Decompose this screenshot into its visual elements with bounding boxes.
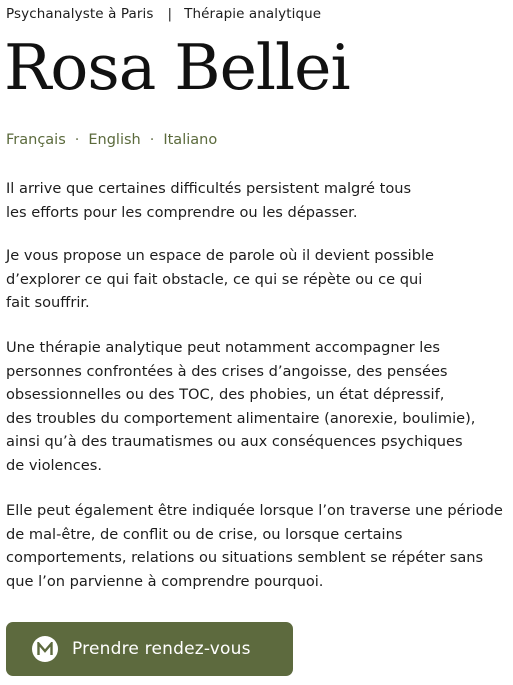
text-line: Elle peut également être indiquée lorsque l’on traverse une période <box>6 502 503 519</box>
tagline-separator: | <box>167 6 173 22</box>
language-separator: · <box>74 132 80 148</box>
text-line: comportements, relations ou situations semblent se répéter sans <box>6 549 484 567</box>
intro-paragraph-2 <box>6 244 506 315</box>
book-appointment-button[interactable] <box>6 622 293 676</box>
language-link-francais[interactable]: Français <box>6 132 66 148</box>
text-line: Une thérapie analytique peut notamment accompagner les <box>6 339 440 356</box>
text-line: les efforts pour les comprendre ou les dépasser. <box>6 203 358 221</box>
language-separator: · <box>149 132 155 148</box>
booking-m-icon <box>32 636 58 662</box>
book-appointment-label: Prendre rendez-vous <box>72 639 251 659</box>
language-link-english[interactable]: English <box>88 132 141 148</box>
text-line: de mal-être, de conflit ou de crise, ou lorsque certains <box>6 525 403 543</box>
intro-paragraph-1 <box>6 177 506 224</box>
tagline-specialty: Thérapie analytique <box>184 6 322 22</box>
text-line: de violences. <box>6 456 103 474</box>
text-line: Je vous propose un espace de parole où il devient possible <box>6 247 435 264</box>
text-line: que l’on parvienne à comprendre pourquoi. <box>6 572 324 590</box>
page-title: Rosa Bellei <box>4 31 350 104</box>
tagline-role: Psychanalyste à Paris <box>6 6 154 22</box>
text-line: des troubles du comportement alimentaire (anorexie, boulimie), <box>6 409 476 427</box>
text-line: fait souffrir. <box>6 294 90 312</box>
text-line: d’explorer ce qui fait obstacle, ce qui se répète ou ce qui <box>6 270 423 288</box>
language-switcher <box>6 132 217 148</box>
text-line: ainsi qu’à des traumatismes ou aux conséquences psychiques <box>6 433 463 451</box>
tagline <box>6 6 321 22</box>
text-line: personnes confrontées à des crises d’angoisse, des pensées <box>6 362 448 380</box>
text-line: Il arrive que certaines difficultés persistent malgré tous <box>6 180 412 197</box>
indications-paragraph <box>6 336 506 478</box>
closing-paragraph <box>6 499 506 593</box>
language-link-italiano[interactable]: Italiano <box>163 132 218 148</box>
text-line: obsessionnelles ou des TOC, des phobies, un état dépressif, <box>6 386 445 404</box>
